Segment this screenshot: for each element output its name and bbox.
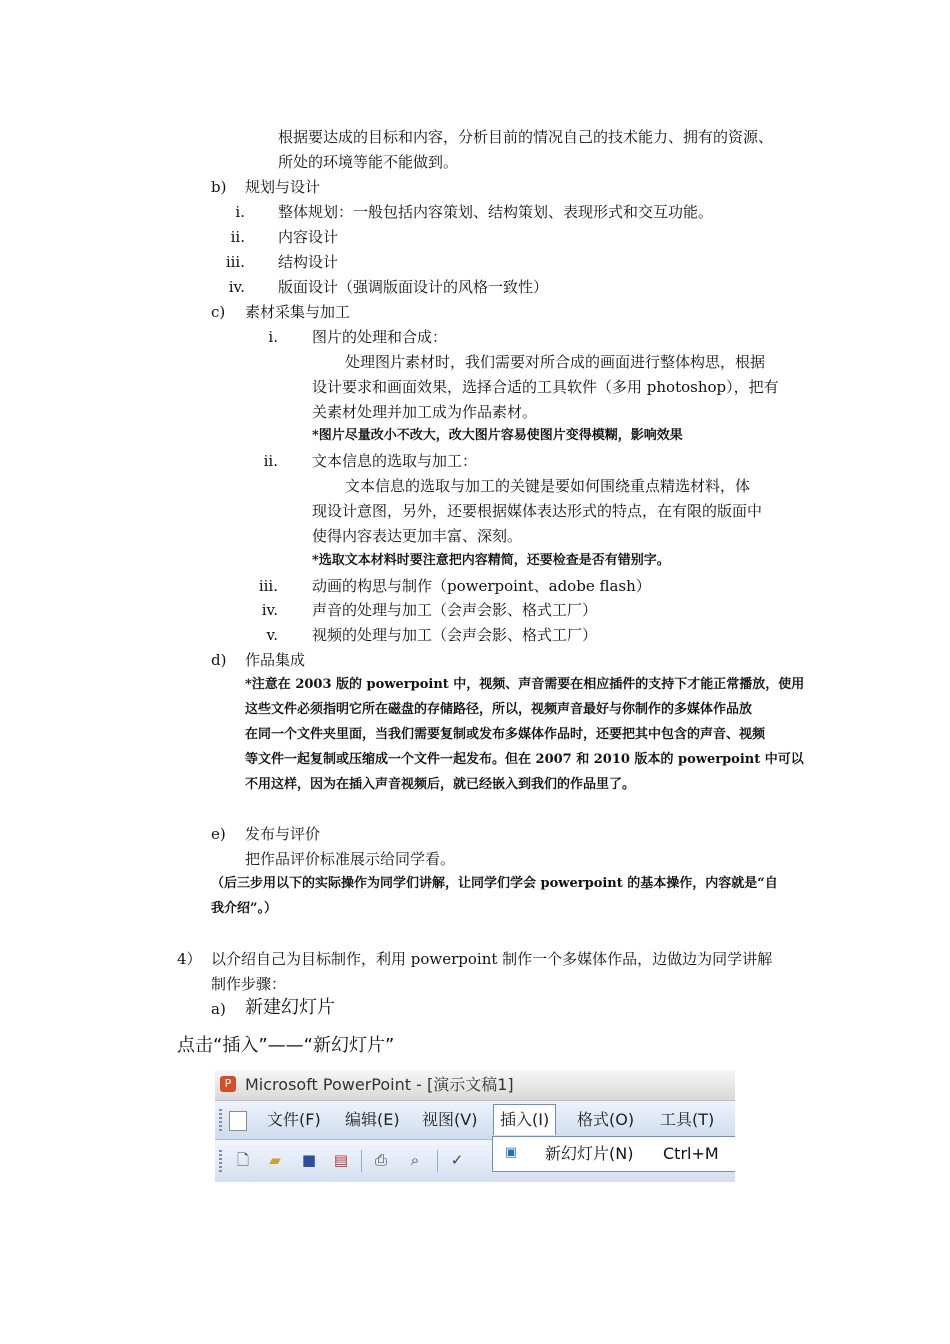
- open-folder-icon[interactable]: ▰: [269, 1151, 281, 1169]
- e-note-line-2: 我介绍”。）: [211, 901, 277, 916]
- new-file-icon[interactable]: 🗋: [236, 1151, 250, 1169]
- c-item-3-marker: iii.: [258, 577, 278, 595]
- intro-line-1: 根据要达成的目标和内容，分析目前的情况自己的技术能力、拥有的资源、: [278, 128, 774, 146]
- c-item-2-p3: 使得内容表达更加丰富、深刻。: [312, 527, 523, 545]
- e-note-line-1: （后三步用以下的实际操作为同学们讲解，让同学们学会 powerpoint 的基本操作，内容就是“自: [211, 876, 778, 891]
- c-item-1-p2: 设计要求和画面效果，选择合适的工具软件（多用 photoshop），把有: [312, 378, 779, 396]
- section-c-marker: c): [211, 303, 226, 321]
- c-item-4-text: 声音的处理与加工（会声会影、格式工厂）: [312, 601, 598, 619]
- menu-view[interactable]: 视图(V): [422, 1110, 478, 1129]
- section-c-title: 素材采集与加工: [245, 303, 351, 321]
- d-note-line-1: *注意在 2003 版的 powerpoint 中，视频、声音需要在相应插件的支持下才能正常播放，使用: [245, 677, 805, 692]
- c-item-2-p2: 现设计意图，另外，还要根据媒体表达形式的特点，在有限的版面中: [312, 502, 763, 520]
- d-note-line-2: 这些文件必须指明它所在磁盘的存储路径，所以，视频声音最好与你制作的多媒体作品放: [245, 702, 753, 717]
- menu-file[interactable]: 文件(F): [267, 1110, 321, 1129]
- c-item-5-text: 视频的处理与加工（会声会影、格式工厂）: [312, 626, 598, 644]
- section-e-marker: e): [211, 825, 226, 843]
- c-item-5-marker: v.: [266, 626, 278, 644]
- new-slide-icon: ▣: [504, 1145, 518, 1160]
- c-item-3-text: 动画的构思与制作（powerpoint、adobe flash）: [312, 577, 651, 595]
- c-item-2-p1: 文本信息的选取与加工的关键是要如何围绕重点精选材料，体: [345, 477, 751, 495]
- new-slide-menu-item[interactable]: 新幻灯片(N): [545, 1144, 634, 1163]
- intro-line-2: 所处的环境等能不能做到。: [278, 153, 459, 171]
- toolbar-grip-icon: [219, 1150, 222, 1172]
- permission-icon[interactable]: ▤: [333, 1151, 349, 1169]
- window-title: Microsoft PowerPoint - [演示文稿1]: [245, 1075, 514, 1094]
- new-slide-shortcut: Ctrl+M: [663, 1144, 719, 1163]
- c-item-1-p3: 关素材处理并加工成为作品素材。: [312, 403, 538, 421]
- menu-bar: [215, 1101, 735, 1140]
- spelling-icon[interactable]: ✓: [450, 1151, 464, 1169]
- print-preview-icon[interactable]: ⌕: [410, 1151, 420, 1169]
- c-item-1-title: 图片的处理和合成：: [312, 328, 448, 346]
- document-icon: [229, 1111, 247, 1131]
- menu-format[interactable]: 格式(O): [577, 1110, 635, 1129]
- toolbar-separator: [437, 1150, 438, 1172]
- b-item-3-marker: iii.: [225, 253, 245, 271]
- b-item-2-marker: ii.: [230, 228, 245, 246]
- step-4-marker: 4）: [177, 950, 202, 968]
- b-item-3-text: 结构设计: [278, 253, 339, 271]
- step-4a-marker: a): [211, 1000, 226, 1018]
- b-item-1-marker: i.: [235, 203, 245, 221]
- menubar-grip-icon: [219, 1109, 222, 1131]
- section-b-marker: b): [211, 178, 227, 196]
- c-item-2-marker: ii.: [263, 452, 278, 470]
- c-item-1-marker: i.: [268, 328, 278, 346]
- b-item-4-marker: iv.: [228, 278, 245, 296]
- toolbar-separator: [361, 1150, 362, 1172]
- d-note-line-3: 在同一个文件夹里面，当我们需要复制或发布多媒体作品时，还要把其中包含的声音、视频: [245, 727, 766, 742]
- c-item-2-note: *选取文本材料时要注意把内容精简，还要检查是否有错别字。: [312, 553, 670, 568]
- c-item-2-title: 文本信息的选取与加工：: [312, 452, 478, 470]
- section-d-marker: d): [211, 651, 227, 669]
- section-e-title: 发布与评价: [245, 825, 321, 843]
- b-item-1-text: 整体规划：一般包括内容策划、结构策划、表现形式和交互功能。: [278, 203, 714, 221]
- section-e-text: 把作品评价标准展示给同学看。: [245, 850, 456, 868]
- d-note-line-5: 不用这样，因为在插入声音视频后，就已经嵌入到我们的作品里了。: [245, 777, 636, 792]
- c-item-1-p1: 处理图片素材时，我们需要对所合成的画面进行整体构思，根据: [345, 353, 766, 371]
- d-note-line-4: 等文件一起复制或压缩成一个文件一起发布。但在 2007 和 2010 版本的 powerpoint 中可以: [245, 752, 804, 767]
- instruction-text: 点击“插入”——“新幻灯片”: [177, 1035, 395, 1056]
- menu-tools[interactable]: 工具(T): [660, 1110, 715, 1129]
- save-icon[interactable]: ■: [301, 1151, 317, 1169]
- b-item-2-text: 内容设计: [278, 228, 339, 246]
- powerpoint-screenshot: [215, 1070, 735, 1182]
- b-item-4-text: 版面设计（强调版面设计的风格一致性）: [278, 278, 549, 296]
- menu-insert[interactable]: 插入(I): [493, 1104, 556, 1135]
- c-item-4-marker: iv.: [261, 601, 278, 619]
- step-4-line-1: 以介绍自己为目标制作，利用 powerpoint 制作一个多媒体作品，边做边为同学讲解: [211, 950, 773, 968]
- powerpoint-app-icon: P: [220, 1076, 236, 1092]
- menu-edit[interactable]: 编辑(E): [345, 1110, 400, 1129]
- print-icon[interactable]: ⎙: [374, 1151, 387, 1169]
- section-d-title: 作品集成: [245, 651, 306, 669]
- c-item-1-note: *图片尽量改小不改大，改大图片容易使图片变得模糊，影响效果: [312, 428, 683, 443]
- window-titlebar: [215, 1070, 735, 1101]
- step-4-line-2: 制作步骤：: [211, 975, 287, 993]
- section-b-title: 规划与设计: [245, 178, 321, 196]
- insert-dropdown-menu: [492, 1136, 735, 1172]
- step-4a-title: 新建幻灯片: [245, 997, 335, 1018]
